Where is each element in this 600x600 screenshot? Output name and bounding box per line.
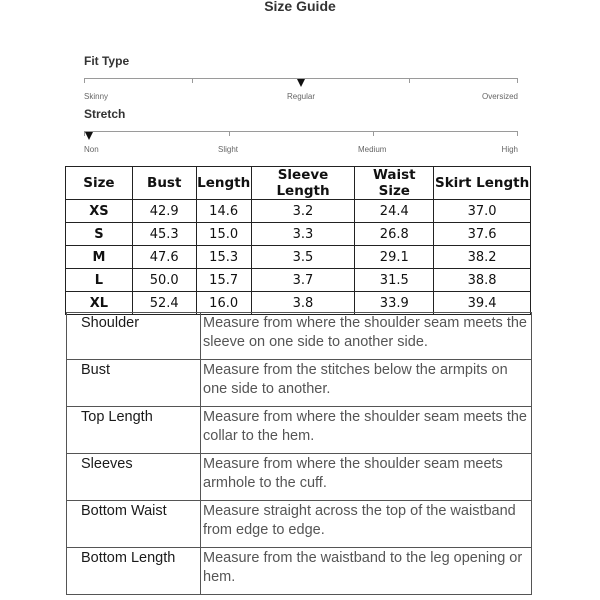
sleeve-length-cell: 3.3 (251, 223, 355, 246)
skirt-length-cell: 37.0 (434, 200, 531, 223)
fit-option-skinny: Skinny (84, 92, 109, 101)
size-cell: XL (66, 292, 133, 315)
waist-size-cell: 33.9 (355, 292, 434, 315)
stretch-scale (84, 131, 518, 141)
waist-size-cell: 29.1 (355, 246, 434, 269)
measurement-guide-table (66, 312, 532, 595)
fit-type-options (84, 92, 518, 102)
bust-cell: 45.3 (132, 223, 196, 246)
size-cell: S (66, 223, 133, 246)
table-row (67, 407, 532, 454)
bust-cell: 47.6 (132, 246, 196, 269)
stretch-option-non: Non (84, 145, 99, 154)
fit-type-label: Fit Type (84, 54, 130, 68)
table-row (67, 360, 532, 407)
table-row (66, 200, 531, 223)
header-sleeve-length: Sleeve Length (251, 167, 355, 200)
measure-part: Bottom Waist (67, 501, 201, 548)
length-cell: 15.7 (196, 269, 251, 292)
skirt-length-cell: 37.6 (434, 223, 531, 246)
size-chart-table (65, 166, 531, 315)
fit-type-marker-icon (297, 79, 305, 87)
bust-cell: 50.0 (132, 269, 196, 292)
stretch-scale-line (84, 131, 518, 132)
measure-part: Sleeves (67, 454, 201, 501)
waist-size-cell: 31.5 (355, 269, 434, 292)
bust-cell: 52.4 (132, 292, 196, 315)
length-cell: 15.3 (196, 246, 251, 269)
measure-description: Measure from where the shoulder seam meets the collar to the hem. (201, 407, 532, 454)
header-bust: Bust (132, 167, 196, 200)
stretch-option-medium: Medium (358, 145, 387, 154)
measure-part: Shoulder (67, 313, 201, 360)
fit-type-tick (192, 78, 193, 83)
sleeve-length-cell: 3.8 (251, 292, 355, 315)
stretch-marker-icon (85, 132, 93, 140)
skirt-length-cell: 38.2 (434, 246, 531, 269)
measure-part: Top Length (67, 407, 201, 454)
stretch-label: Stretch (84, 107, 126, 121)
sleeve-length-cell: 3.2 (251, 200, 355, 223)
header-waist-size: Waist Size (355, 167, 434, 200)
measure-part: Bottom Length (67, 548, 201, 595)
size-cell: M (66, 246, 133, 269)
fit-type-tick (517, 78, 518, 83)
stretch-option-slight: Slight (218, 145, 239, 154)
header-skirt-length: Skirt Length (434, 167, 531, 200)
stretch-tick (517, 131, 518, 136)
header-size: Size (66, 167, 133, 200)
stretch-tick (373, 131, 374, 136)
table-row (67, 454, 532, 501)
table-row (67, 313, 532, 360)
waist-size-cell: 24.4 (355, 200, 434, 223)
measure-description: Measure from where the shoulder seam meets the sleeve on one side to another side. (201, 313, 532, 360)
length-cell: 15.0 (196, 223, 251, 246)
page-title: Size Guide (264, 0, 336, 14)
header-length: Length (196, 167, 251, 200)
stretch-option-high: High (501, 145, 518, 154)
skirt-length-cell: 38.8 (434, 269, 531, 292)
fit-type-tick (409, 78, 410, 83)
table-row (67, 501, 532, 548)
measure-part: Bust (67, 360, 201, 407)
fit-option-regular: Regular (287, 92, 316, 101)
fit-option-oversized: Oversized (481, 92, 518, 101)
measure-description: Measure from the stitches below the armpits on one side to another. (201, 360, 532, 407)
length-cell: 16.0 (196, 292, 251, 315)
measure-description: Measure straight across the top of the waistband from edge to edge. (201, 501, 532, 548)
size-cell: XS (66, 200, 133, 223)
measure-description: Measure from the waistband to the leg opening or hem. (201, 548, 532, 595)
table-row (66, 223, 531, 246)
table-row (66, 246, 531, 269)
measure-description: Measure from where the shoulder seam meets armhole to the cuff. (201, 454, 532, 501)
size-chart-header-row (66, 167, 531, 200)
skirt-length-cell: 39.4 (434, 292, 531, 315)
stretch-options (84, 145, 518, 155)
length-cell: 14.6 (196, 200, 251, 223)
sleeve-length-cell: 3.5 (251, 246, 355, 269)
size-cell: L (66, 269, 133, 292)
table-row (67, 548, 532, 595)
bust-cell: 42.9 (132, 200, 196, 223)
fit-type-tick (84, 78, 85, 83)
stretch-tick (229, 131, 230, 136)
sleeve-length-cell: 3.7 (251, 269, 355, 292)
table-row (66, 269, 531, 292)
fit-type-scale (84, 78, 518, 88)
waist-size-cell: 26.8 (355, 223, 434, 246)
